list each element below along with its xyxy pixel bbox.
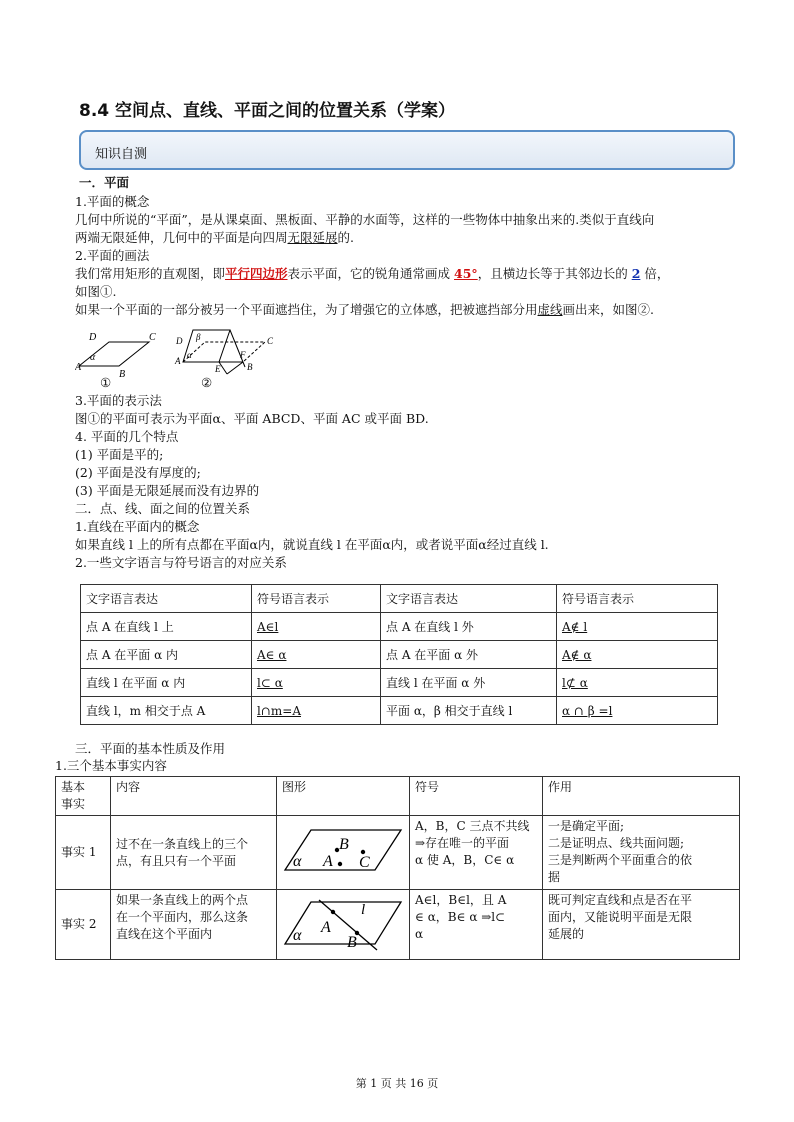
table-cell: 平面 α，β 相交于直线 l xyxy=(381,697,557,725)
figure-2-label: ② xyxy=(201,375,213,390)
table-cell: 点 A 在平面 α 外 xyxy=(381,641,557,669)
s1-line: 几何中所说的“平面”，是从课桌面、黑板面、平静的水面等，这样的一些物体中抽象出来的.类似于直线向 xyxy=(75,212,655,227)
table-cell: l∩m=A xyxy=(252,697,381,725)
table-cell: A，B，C 三点不共线 ⇒存在唯一的平面 α 使 A，B，C∈ α xyxy=(410,816,543,890)
table-cell: A∈l，B∈l，且 A ∈ α，B∈ α ⇒l⊂ α xyxy=(410,890,543,960)
fact1-figure xyxy=(277,820,407,880)
table-header-row xyxy=(56,777,740,816)
s2-line: 2.一些文字语言与符号语言的对应关系 xyxy=(75,555,287,570)
table-cell: 事实 1 xyxy=(56,816,111,890)
s1-line: (2) 平面是没有厚度的; xyxy=(75,465,201,480)
table-row xyxy=(81,613,718,641)
s2-line: 如果直线 l 上的所有点都在平面α内，就说直线 l 在平面α内，或者说平面α经过直线 l. xyxy=(75,537,549,552)
svg-text:F: F xyxy=(240,350,246,360)
table-cell: 点 A 在直线 l 上 xyxy=(81,613,252,641)
table-header-cell: 符号语言表示 xyxy=(252,585,381,613)
table-row xyxy=(81,641,718,669)
s1-line: 2.平面的画法 xyxy=(75,248,150,263)
table-header-cell: 基本 事实 xyxy=(56,777,111,816)
s3-heading: 三．平面的基本性质及作用 xyxy=(75,741,226,756)
table-cell: 过不在一条直线上的三个 点，有且只有一个平面 xyxy=(111,816,277,890)
table-header-cell: 作用 xyxy=(543,777,740,816)
svg-text:A: A xyxy=(321,919,331,936)
s3-line: 1.三个基本事实内容 xyxy=(55,758,167,773)
svg-text:B: B xyxy=(339,836,349,853)
table-header-cell: 符号语言表示 xyxy=(557,585,718,613)
page-footer: 第 1 页 共 16 页 xyxy=(355,1077,439,1090)
svg-text:A: A xyxy=(323,853,333,870)
table-cell: 直线 l，m 相交于点 A xyxy=(81,697,252,725)
s1-line: 1.平面的概念 xyxy=(75,194,150,209)
svg-text:D: D xyxy=(176,336,183,346)
table-header-cell: 符号 xyxy=(410,777,543,816)
table-cell: 如果一条直线上的两个点 在一个平面内，那么这条 直线在这个平面内 xyxy=(111,890,277,960)
figure-1-label: ① xyxy=(100,375,112,390)
table-cell: l⊄ α xyxy=(557,669,718,697)
table-row xyxy=(56,890,740,960)
svg-text:D: D xyxy=(89,332,97,343)
svg-text:β: β xyxy=(196,332,201,342)
banner-label: 知识自测 xyxy=(95,147,148,162)
table-header-cell: 图形 xyxy=(277,777,410,816)
svg-text:B: B xyxy=(347,934,357,951)
svg-text:C: C xyxy=(359,854,370,871)
s1-line: 3.平面的表示法 xyxy=(75,393,162,408)
svg-text:E: E xyxy=(215,364,221,374)
table-header-row xyxy=(81,585,718,613)
s1-line: (1) 平面是平的; xyxy=(75,447,164,462)
page-title: 8.4 空间点、直线、平面之间的位置关系（学案） xyxy=(79,101,456,121)
section-banner xyxy=(79,130,735,170)
s1-line: 图①的平面可表示为平面α、平面 ABCD、平面 AC 或平面 BD. xyxy=(75,411,429,426)
svg-text:α: α xyxy=(187,350,192,360)
table-cell: 事实 2 xyxy=(56,890,111,960)
svg-text:α: α xyxy=(90,352,96,363)
svg-text:B: B xyxy=(247,362,253,372)
table-header-cell: 文字语言表达 xyxy=(81,585,252,613)
table-cell: A∈ α xyxy=(252,641,381,669)
svg-text:B: B xyxy=(119,369,126,380)
table-cell: 直线 l 在平面 α 内 xyxy=(81,669,252,697)
table-cell: 一是确定平面; 二是证明点、线共面问题; 三是判断两个平面重合的依 据 xyxy=(543,816,740,890)
table-cell: 既可判定直线和点是否在平 面内，又能说明平面是无限 延展的 xyxy=(543,890,740,960)
table-header-cell: 文字语言表达 xyxy=(381,585,557,613)
svg-text:A: A xyxy=(75,362,82,373)
table-cell: A∉ α xyxy=(557,641,718,669)
figure-1 xyxy=(75,332,156,380)
figure-2 xyxy=(174,330,274,374)
fact2-figure-cell xyxy=(277,890,410,960)
svg-text:C: C xyxy=(267,336,274,346)
s2-heading: 二．点、线、面之间的位置关系 xyxy=(75,501,251,516)
table-cell: 点 A 在直线 l 外 xyxy=(381,613,557,641)
s1-heading: 一．平面 xyxy=(79,175,130,190)
svg-text:l: l xyxy=(361,902,366,918)
fact2-figure xyxy=(277,892,407,952)
svg-text:A: A xyxy=(175,356,181,366)
table-cell: A∉ l xyxy=(557,613,718,641)
s1-line: 4. 平面的几个特点 xyxy=(75,429,179,444)
s2-line: 1.直线在平面内的概念 xyxy=(75,519,200,534)
basic-facts-table xyxy=(55,776,740,960)
svg-text:α: α xyxy=(293,853,302,870)
s1-line: 两端无限延伸，几何中的平面是向四周无限延展的. xyxy=(75,230,355,245)
s1-line: 如图①. xyxy=(75,284,117,299)
svg-text:α: α xyxy=(293,927,302,944)
table-cell: A∈l xyxy=(252,613,381,641)
table-cell: 点 A 在平面 α 内 xyxy=(81,641,252,669)
s1-line: 我们常用矩形的直观图，即平行四边形表示平面，它的锐角通常画成 45°，且横边长等于其邻边长的 2 倍， xyxy=(75,266,670,281)
table-row xyxy=(81,669,718,697)
table-row xyxy=(81,697,718,725)
table-cell: l⊂ α xyxy=(252,669,381,697)
table-cell: 直线 l 在平面 α 外 xyxy=(381,669,557,697)
table-header-cell: 内容 xyxy=(111,777,277,816)
s1-line: 如果一个平面的一部分被另一个平面遮挡住，为了增强它的立体感，把被遮挡部分用虚线画出来，如图②. xyxy=(75,302,655,317)
s1-line: (3) 平面是无限延展而没有边界的 xyxy=(75,483,260,498)
table-cell: α ∩ β =l xyxy=(557,697,718,725)
fact1-figure-cell xyxy=(277,816,410,890)
table-row xyxy=(56,816,740,890)
symbol-table xyxy=(80,584,718,725)
svg-text:C: C xyxy=(149,332,156,343)
